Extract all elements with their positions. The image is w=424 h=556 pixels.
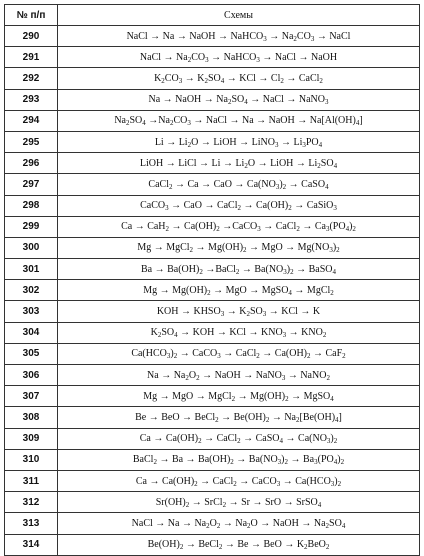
row-number: 307 (5, 386, 58, 407)
row-number: 314 (5, 534, 58, 555)
row-number: 293 (5, 89, 58, 110)
reaction-scheme: CaCO$_3$ → CaO → CaCl$_2$ → $Ca(OH)_2$ → CaSiO$_3$ (58, 195, 420, 216)
row-number: 294 (5, 110, 58, 131)
row-number: 292 (5, 68, 58, 89)
row-number: 308 (5, 407, 58, 428)
reaction-scheme: Na → NaOH → $Na_2SO_4$ → NaCl → NaNO$_3$ (58, 89, 420, 110)
row-number: 311 (5, 470, 58, 491)
table-row (5, 492, 420, 513)
reaction-scheme: $Mg \to Mg(OH)_2$ → MgO → MgSO$_4$ → MgCl$_2$ (58, 280, 420, 301)
reaction-scheme: $Li \to Li_2O$ → LiOH → LiNO$_3$ → $Li_3PO_4$ (58, 131, 420, 152)
table-row (5, 513, 420, 534)
reaction-scheme: NaCl → $Na \to Na_2O_2 \to Na_2O$ → NaOH → $Na_2SO_4$ (58, 513, 420, 534)
table-row (5, 131, 420, 152)
reaction-scheme: NaCl → Na → NaOH → NaHCO$_3$ → $Na_2CO_3$ → NaCl (58, 26, 420, 47)
table-row (5, 47, 420, 68)
row-number: 301 (5, 259, 58, 280)
table-row (5, 153, 420, 174)
table-row (5, 110, 420, 131)
row-number: 295 (5, 131, 58, 152)
reaction-scheme: $Ca \to Ca(OH)_2$ → CaCl$_2$ → CaCO$_3$ → $Ca(HCO_3)_2$ (58, 470, 420, 491)
table-row (5, 259, 420, 280)
reaction-scheme: $Ba \to Ba(OH)_2$ →BaCl$_2$ → $Ba(NO_3)_2$ → BaSO$_4$ (58, 259, 420, 280)
reaction-scheme: $Ca \to Ca(OH)_2$ → CaCl$_2$ → CaSO$_4$ → $Ca(NO_3)_2$ (58, 428, 420, 449)
reaction-scheme: NaCl → $Na_2CO_3$ → NaHCO$_3$ → NaCl → NaOH (58, 47, 420, 68)
row-number: 298 (5, 195, 58, 216)
reaction-scheme: $K_2CO_3 \to K_2SO_4$ → KCl → $Cl_2$ → CaCl$_2$ (58, 68, 420, 89)
reaction-scheme: $K_2SO_4$ → KOH → KCl → $KNO_3 \to KNO_2$ (58, 322, 420, 343)
table-row (5, 386, 420, 407)
row-number: 291 (5, 47, 58, 68)
table-row (5, 343, 420, 364)
reaction-scheme: $Na_2SO_4 \to Na_2CO_3$ → NaCl → Na → NaOH → $Na[Al(OH)_4]$ (58, 110, 420, 131)
row-number: 310 (5, 449, 58, 470)
table-row (5, 534, 420, 555)
row-number: 296 (5, 153, 58, 174)
table-row (5, 89, 420, 110)
table-row (5, 68, 420, 89)
reaction-scheme: $Sr(OH)_2$ → SrCl$_2$ → Sr → SrO → SrSO$_4$ (58, 492, 420, 513)
reaction-scheme: KOH → $KHSO_3 \to K_2SO_3$ → KCl → K (58, 301, 420, 322)
row-number: 302 (5, 280, 58, 301)
table-row (5, 449, 420, 470)
row-number: 300 (5, 237, 58, 258)
table-header-row (5, 5, 420, 26)
table-row (5, 174, 420, 195)
row-number: 304 (5, 322, 58, 343)
table-row (5, 301, 420, 322)
row-number: 306 (5, 365, 58, 386)
reaction-schemes-table (4, 4, 420, 556)
row-number: 309 (5, 428, 58, 449)
header-number: № п/п (5, 5, 58, 26)
table-row (5, 26, 420, 47)
table-row (5, 237, 420, 258)
row-number: 305 (5, 343, 58, 364)
reaction-scheme: $Ca \to CaH_2 \to Ca(OH)_2$ →CaCO$_3$ → CaCl$_2$ → $Ca_3(PO_4)_2$ (58, 216, 420, 237)
table-row (5, 407, 420, 428)
table-row (5, 428, 420, 449)
reaction-scheme: $Be(OH)_2$ → BeCl$_2$ → Be → BeO → $K_2BeO_2$ (58, 534, 420, 555)
row-number: 303 (5, 301, 58, 322)
row-number: 297 (5, 174, 58, 195)
reaction-scheme: Mg → MgO → MgCl$_2$ → $Mg(OH)_2$ → MgSO$_4$ (58, 386, 420, 407)
table-row (5, 280, 420, 301)
table-row (5, 470, 420, 491)
reaction-scheme: $Na \to Na_2O_2$ → NaOH → NaNO$_3$ → NaNO$_2$ (58, 365, 420, 386)
reaction-scheme: LiOH → LiCl → $Li \to Li_2O$ → LiOH → $Li_2SO_4$ (58, 153, 420, 174)
reaction-scheme: Be → BeO → BeCl$_2$ → $Be(OH)_2 \to Na_2[Be(OH)_4]$ (58, 407, 420, 428)
row-number: 313 (5, 513, 58, 534)
row-number: 290 (5, 26, 58, 47)
reaction-scheme: Mg → MgCl$_2$ → $Mg(OH)_2$ → MgO → $Mg(NO_3)_2$ (58, 237, 420, 258)
reaction-scheme: BaCl$_2$ → $Ba \to Ba(OH)_2 \to Ba(NO_3)_2 \to Ba_3(PO_4)_2$ (58, 449, 420, 470)
table-row (5, 365, 420, 386)
reaction-scheme: CaCl$_2$ → Ca → CaO → $Ca(NO_3)_2$ → CaSO$_4$ (58, 174, 420, 195)
header-scheme: Схемы (58, 5, 420, 26)
row-number: 299 (5, 216, 58, 237)
table-row (5, 195, 420, 216)
table-row (5, 322, 420, 343)
row-number: 312 (5, 492, 58, 513)
table-row (5, 216, 420, 237)
reaction-scheme: $Ca(HCO_3)_2$ → CaCO$_3$ → CaCl$_2$ → $Ca(OH)_2 \to CaF_2$ (58, 343, 420, 364)
